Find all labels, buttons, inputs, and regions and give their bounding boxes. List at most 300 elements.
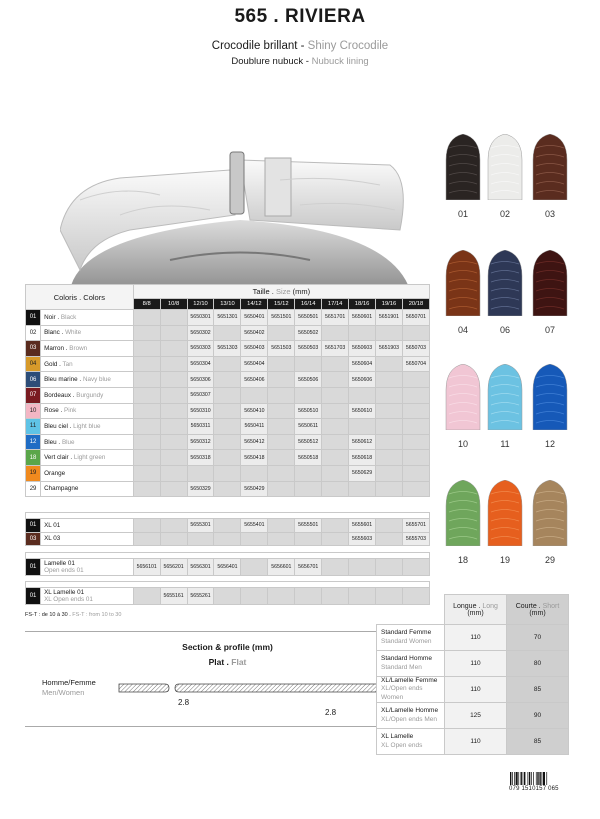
reference-cell	[133, 434, 160, 450]
color-code: 10	[26, 403, 41, 419]
reference-cell	[214, 325, 241, 341]
reference-cell	[214, 450, 241, 466]
color-code: 03	[26, 341, 41, 357]
page-title: 565 . RIVIERA	[234, 6, 366, 27]
swatch-12	[531, 364, 569, 430]
table-row	[26, 403, 430, 419]
color-name-english: Navy blue	[82, 376, 111, 384]
reference-cell	[133, 450, 160, 466]
swatch-04	[444, 250, 482, 316]
reference-cell	[268, 434, 295, 450]
reference-cell: 5650618	[349, 450, 376, 466]
reference-cell: 5650610	[349, 403, 376, 419]
color-code: 18	[26, 450, 41, 466]
swatch-shape-03	[531, 134, 569, 200]
swatch-shape-10	[444, 364, 482, 430]
reference-cell	[268, 387, 295, 403]
reference-cell: 5650429	[241, 481, 268, 497]
long-length-value: 125	[445, 703, 507, 729]
table-row	[26, 325, 430, 341]
color-name	[41, 419, 134, 435]
reference-cell	[295, 387, 322, 403]
reference-cell: 5650310	[187, 403, 214, 419]
reference-cell: 5655703	[402, 532, 429, 546]
reference-cell	[133, 372, 160, 388]
short-length-value: 80	[507, 651, 569, 677]
reference-cell: 5650606	[349, 372, 376, 388]
size-column-header: 15/12	[268, 299, 295, 310]
color-name-french: Bleu ciel .	[44, 422, 74, 430]
flat-english: Flat	[231, 657, 247, 667]
reference-cell	[322, 465, 349, 481]
lining-french: Doublure nubuck -	[231, 56, 309, 67]
reference-cell	[376, 532, 403, 546]
reference-cell	[160, 341, 187, 357]
reference-cell: 5656301	[187, 559, 214, 576]
barcode-bar	[536, 772, 537, 785]
swatch-shape-07	[531, 250, 569, 316]
fst-note-english: FS-T : from 10 to 30	[72, 612, 122, 618]
subtitle-english: Shiny Crocodile	[304, 40, 389, 52]
reference-cell	[376, 387, 403, 403]
reference-cell: 5655701	[402, 519, 429, 533]
reference-cell: 5650307	[187, 387, 214, 403]
reference-cell	[214, 419, 241, 435]
reference-cell: 5650701	[402, 310, 429, 326]
long-length-value: 110	[445, 625, 507, 651]
color-name	[41, 325, 134, 341]
long-length-value: 110	[445, 677, 507, 703]
table-row	[26, 559, 430, 576]
barcode-bar	[523, 772, 524, 785]
color-code: 04	[26, 356, 41, 372]
reference-cell	[214, 372, 241, 388]
reference-cell	[402, 403, 429, 419]
reference-cell	[133, 588, 160, 605]
section-top-divider	[25, 631, 430, 632]
color-code: 07	[26, 387, 41, 403]
swatch-07	[531, 250, 569, 316]
barcode-bar	[529, 772, 530, 785]
barcode-bar	[524, 772, 525, 785]
strap-product-photo	[60, 140, 420, 290]
reference-cell	[376, 372, 403, 388]
strap-profile-drawing	[115, 680, 415, 696]
reference-cell	[160, 532, 187, 546]
short-length-value: 85	[507, 729, 569, 755]
long-header-english: Long	[482, 602, 498, 610]
reference-cell: 5655261	[187, 588, 214, 605]
reference-cell	[322, 559, 349, 576]
reference-cell: 5650612	[349, 434, 376, 450]
swatch-03	[531, 134, 569, 200]
reference-cell: 5650329	[187, 481, 214, 497]
reference-cell	[160, 325, 187, 341]
barcode-bar	[512, 772, 513, 785]
reference-cell	[295, 532, 322, 546]
color-size-table	[25, 284, 430, 497]
swatch-shape-02	[486, 134, 524, 200]
reference-cell: 5650703	[402, 341, 429, 357]
barcode-bar	[546, 772, 547, 785]
gender-french: Homme/Femme	[42, 678, 96, 687]
reference-cell	[349, 419, 376, 435]
reference-cell	[160, 450, 187, 466]
reference-cell	[402, 387, 429, 403]
reference-cell: 5651501	[268, 310, 295, 326]
reference-cell	[322, 532, 349, 546]
color-code: 03	[26, 532, 41, 546]
reference-cell: 5656201	[160, 559, 187, 576]
reference-cell	[214, 465, 241, 481]
short-header	[507, 595, 569, 625]
reference-cell	[133, 403, 160, 419]
length-row	[377, 729, 569, 755]
size-column-header: 12/10	[187, 299, 214, 310]
table-row	[26, 341, 430, 357]
color-name	[41, 588, 134, 605]
swatch-shape-04	[444, 250, 482, 316]
reference-cell	[402, 465, 429, 481]
length-row-label	[377, 651, 445, 677]
size-column-header: 14/12	[241, 299, 268, 310]
reference-cell	[322, 519, 349, 533]
reference-cell	[241, 559, 268, 576]
reference-cell	[133, 465, 160, 481]
section-flat-label	[25, 657, 430, 667]
reference-cell: 5650611	[295, 419, 322, 435]
barcode-bar	[518, 772, 519, 785]
color-name	[41, 403, 134, 419]
color-name-english: Brown	[69, 344, 88, 352]
table-row	[26, 419, 430, 435]
table-row	[26, 519, 430, 533]
size-column-header: 18/16	[349, 299, 376, 310]
swatch-code-label: 19	[499, 555, 510, 565]
color-name	[41, 465, 134, 481]
reference-cell: 5656101	[133, 559, 160, 576]
reference-cell: 5650318	[187, 450, 214, 466]
reference-cell	[133, 310, 160, 326]
color-code: 06	[26, 372, 41, 388]
reference-cell	[268, 519, 295, 533]
reference-cell: 5650306	[187, 372, 214, 388]
reference-cell: 5655603	[349, 532, 376, 546]
reference-cell	[214, 519, 241, 533]
reference-cell	[133, 532, 160, 546]
flat-french: Plat .	[208, 657, 232, 667]
color-name	[41, 434, 134, 450]
reference-cell	[376, 481, 403, 497]
reference-cell	[295, 588, 322, 605]
color-name	[41, 310, 134, 326]
color-code: 29	[26, 481, 41, 497]
length-row-french: XL/Lamelle Homme	[381, 707, 439, 715]
reference-cell	[214, 356, 241, 372]
color-name	[41, 372, 134, 388]
reference-cell: 5655301	[187, 519, 214, 533]
section-bottom-divider	[25, 726, 430, 727]
reference-cell	[376, 450, 403, 466]
reference-cell	[376, 403, 403, 419]
long-length-value: 110	[445, 729, 507, 755]
reference-cell	[160, 519, 187, 533]
color-name	[41, 387, 134, 403]
reference-cell: 5650304	[187, 356, 214, 372]
color-name-english: Black	[60, 313, 77, 321]
reference-cell	[322, 372, 349, 388]
reference-cell: 5650501	[295, 310, 322, 326]
swatch-shape-11	[486, 364, 524, 430]
barcode-bar	[539, 772, 540, 785]
color-name-french: Noir .	[44, 313, 61, 321]
reference-cell	[268, 481, 295, 497]
reference-cell	[214, 532, 241, 546]
length-row-english: XL/Open ends Women	[381, 685, 423, 701]
reference-cell	[160, 403, 187, 419]
swatch-shape-01	[444, 134, 482, 200]
reference-cell: 5650303	[187, 341, 214, 357]
swatch-code-label: 18	[457, 555, 468, 565]
reference-cell	[160, 310, 187, 326]
color-name-english: Tan	[62, 360, 73, 368]
swatch-02	[486, 134, 524, 200]
reference-cell	[160, 465, 187, 481]
reference-cell	[376, 419, 403, 435]
length-table	[376, 594, 569, 755]
reference-cell: 5650629	[349, 465, 376, 481]
swatch-code-label: 10	[457, 439, 468, 449]
reference-cell: 5651901	[376, 310, 403, 326]
color-name-english: Burgundy	[76, 391, 104, 399]
reference-cell	[295, 356, 322, 372]
reference-cell: 5650603	[349, 341, 376, 357]
reference-cell	[349, 387, 376, 403]
swatch-code-label: 29	[544, 555, 555, 565]
table-row	[26, 481, 430, 497]
color-name	[41, 481, 134, 497]
length-row	[377, 651, 569, 677]
reference-cell	[133, 356, 160, 372]
reference-cell: 5651703	[322, 341, 349, 357]
barcode-bar	[510, 772, 511, 785]
reference-cell	[133, 341, 160, 357]
color-name	[41, 341, 134, 357]
swatch-10	[444, 364, 482, 430]
swatch-code-label: 01	[457, 209, 468, 219]
reference-cell: 5650604	[349, 356, 376, 372]
reference-cell	[268, 356, 295, 372]
reference-cell	[322, 450, 349, 466]
swatch-shape-18	[444, 480, 482, 546]
reference-cell: 5650312	[187, 434, 214, 450]
color-name-english: White	[65, 329, 82, 337]
colors-header: Coloris . Colors	[26, 285, 134, 310]
short-length-value: 90	[507, 703, 569, 729]
length-row-english: XL Open ends	[381, 741, 423, 749]
reference-cell	[214, 434, 241, 450]
gender-label	[42, 678, 96, 698]
swatch-18	[444, 480, 482, 546]
reference-cell	[187, 532, 214, 546]
swatch-19	[486, 480, 524, 546]
color-code: 01	[26, 519, 41, 533]
color-code: 02	[26, 325, 41, 341]
reference-cell	[268, 532, 295, 546]
reference-cell	[160, 434, 187, 450]
color-name	[41, 559, 134, 576]
reference-cell: 5651301	[214, 310, 241, 326]
reference-cell	[322, 588, 349, 605]
table-row	[26, 434, 430, 450]
swatch-code-label: 02	[499, 209, 510, 219]
barcode-bar	[514, 772, 515, 785]
section-title: Section & profile (mm)	[182, 642, 273, 652]
short-header-english: Short	[542, 602, 560, 610]
table-row	[26, 356, 430, 372]
reference-cell: 5656401	[214, 559, 241, 576]
reference-cell	[402, 481, 429, 497]
reference-cell	[241, 588, 268, 605]
color-name-french: Bordeaux .	[44, 391, 77, 399]
short-header-french: Courte .	[515, 602, 543, 610]
color-name-french: Bleu marine .	[44, 376, 83, 384]
barcode-bar	[543, 772, 545, 785]
length-row-label	[377, 625, 445, 651]
xl-table	[25, 512, 430, 546]
thickness-left: 2.8	[178, 698, 190, 707]
color-code: 11	[26, 419, 41, 435]
long-header	[445, 595, 507, 625]
reference-cell	[133, 519, 160, 533]
reference-cell	[402, 434, 429, 450]
barcode-graphic	[510, 772, 562, 785]
reference-cell: 5651303	[214, 341, 241, 357]
gender-english: Men/Women	[42, 687, 85, 697]
reference-cell	[214, 481, 241, 497]
barcode-bar	[516, 772, 518, 785]
table-row	[26, 372, 430, 388]
size-column-header: 20/18	[402, 299, 429, 310]
reference-cell: 5650506	[295, 372, 322, 388]
reference-cell	[322, 419, 349, 435]
reference-cell: 5650601	[349, 310, 376, 326]
color-name-french: Rose .	[44, 407, 65, 415]
reference-cell	[349, 559, 376, 576]
length-row-label	[377, 703, 445, 729]
reference-cell	[402, 372, 429, 388]
reference-cell: 5650704	[402, 356, 429, 372]
color-name	[41, 519, 134, 533]
long-header-french: Longue .	[453, 602, 483, 610]
xl-lamelle-table	[25, 581, 430, 605]
reference-cell: 5650410	[241, 403, 268, 419]
reference-cell: 5650418	[241, 450, 268, 466]
reference-cell	[133, 387, 160, 403]
swatch-06	[486, 250, 524, 316]
size-column-header: 10/8	[160, 299, 187, 310]
reference-cell	[214, 588, 241, 605]
reference-cell	[133, 419, 160, 435]
color-code: 01	[26, 559, 41, 576]
size-header	[133, 285, 429, 299]
reference-cell	[187, 465, 214, 481]
reference-cell	[268, 465, 295, 481]
reference-cell	[376, 519, 403, 533]
size-header-unit: (mm)	[290, 287, 311, 296]
color-name	[41, 356, 134, 372]
long-length-value: 110	[445, 651, 507, 677]
reference-cell	[376, 559, 403, 576]
barcode-bar	[528, 772, 529, 785]
color-name-french: Vert clair .	[44, 454, 74, 462]
color-name-french: Champagne	[44, 485, 79, 493]
reference-cell	[376, 434, 403, 450]
reference-cell: 5650503	[295, 341, 322, 357]
table-row	[26, 310, 430, 326]
reference-cell	[376, 356, 403, 372]
barcode-bar	[521, 772, 522, 785]
reference-cell	[295, 465, 322, 481]
size-column-header: 16/14	[295, 299, 322, 310]
reference-cell	[160, 481, 187, 497]
color-name-english: Open ends 01	[44, 567, 84, 574]
short-length-value: 85	[507, 677, 569, 703]
reference-cell: 5651903	[376, 341, 403, 357]
reference-cell	[402, 559, 429, 576]
reference-cell	[133, 325, 160, 341]
length-row-label	[377, 677, 445, 703]
color-code: 01	[26, 310, 41, 326]
reference-cell	[268, 325, 295, 341]
reference-cell: 5655501	[295, 519, 322, 533]
reference-cell: 5656701	[295, 559, 322, 576]
reference-cell	[402, 450, 429, 466]
swatch-code-label: 07	[544, 325, 555, 335]
subtitle-french: Crocodile brillant -	[211, 40, 305, 52]
table-row	[26, 465, 430, 481]
reference-cell	[322, 481, 349, 497]
page-subtitle	[0, 40, 600, 52]
reference-cell	[349, 325, 376, 341]
reference-cell	[322, 403, 349, 419]
length-row-label	[377, 729, 445, 755]
color-name	[41, 450, 134, 466]
reference-cell	[322, 387, 349, 403]
lining-english: Nubuck lining	[308, 56, 369, 67]
swatch-shape-06	[486, 250, 524, 316]
swatch-11	[486, 364, 524, 430]
barcode-bar	[531, 772, 532, 785]
length-row-french: Standard Homme	[381, 655, 432, 663]
length-row	[377, 703, 569, 729]
color-code: 12	[26, 434, 41, 450]
reference-cell: 5651701	[322, 310, 349, 326]
reference-cell	[349, 481, 376, 497]
reference-cell: 5650411	[241, 419, 268, 435]
color-name-french: Orange	[44, 469, 66, 477]
reference-cell	[268, 403, 295, 419]
thickness-right: 2.8	[325, 708, 337, 717]
length-row-english: Standard Women	[381, 637, 432, 645]
color-name-french: XL 01	[44, 521, 61, 529]
color-name-french: Gold .	[44, 360, 63, 368]
length-row-french: XL/Lamelle Femme	[381, 677, 438, 685]
page-lining	[0, 56, 600, 67]
barcode-number: 079 1510157 065	[509, 786, 559, 792]
reference-cell	[214, 403, 241, 419]
color-code: 19	[26, 465, 41, 481]
